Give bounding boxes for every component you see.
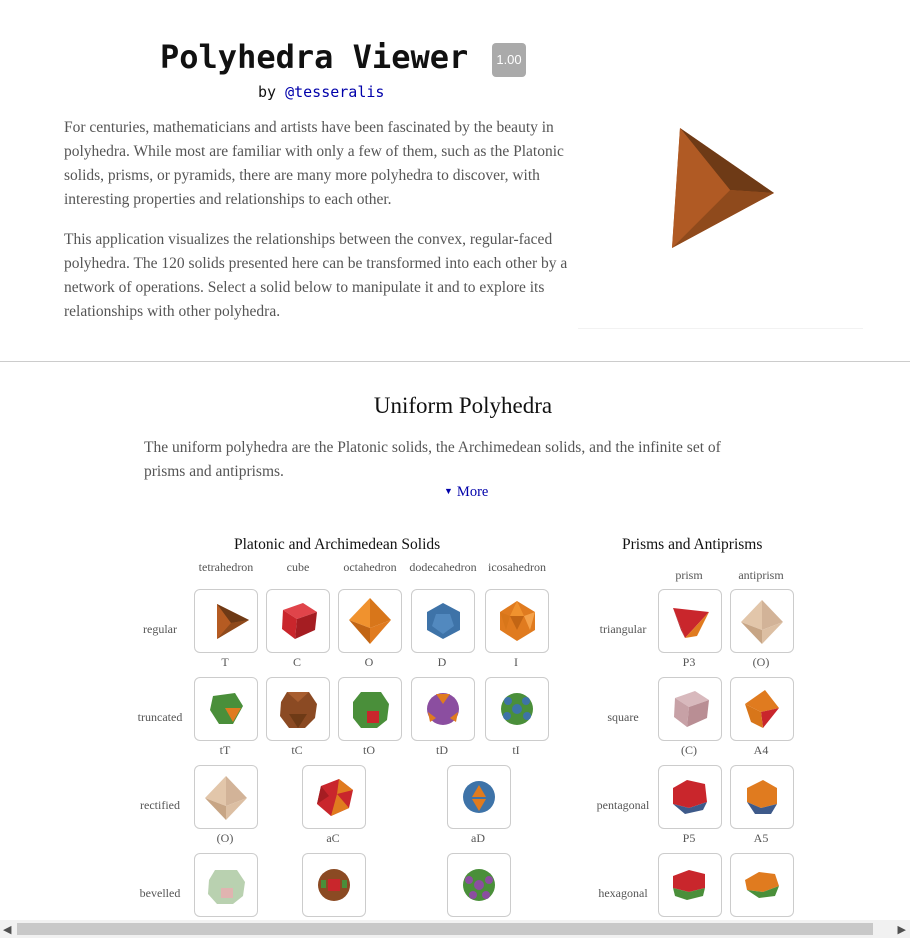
- dodecahedron-card[interactable]: [411, 589, 475, 653]
- hero-tetrahedron-image: [660, 120, 790, 255]
- intro-paragraph-2: This application visualizes the relationships between the convex, regular-faced polyhedra. The 120 solids presented here can be transformed into each other by a network of operations. Select a solid below to manipulate it and to explore its relationships with other polyhedra.: [64, 231, 568, 320]
- uniform-section-title: Uniform Polyhedra: [373, 393, 553, 418]
- cuboctahedron-card[interactable]: [302, 765, 366, 829]
- cube-icon: [267, 590, 329, 652]
- truncated-dodecahedron-card[interactable]: [411, 677, 475, 741]
- truncated-icosahedron-icon: [486, 678, 548, 740]
- square-antiprism-card[interactable]: [730, 677, 794, 741]
- triangular-prism-card[interactable]: [658, 589, 722, 653]
- cuboctahedron-icon: [303, 766, 365, 828]
- truncated-dodecahedron-symbol: tD: [436, 743, 448, 757]
- truncated-tetrahedron-icon: [195, 678, 257, 740]
- scrollbar-thumb[interactable]: [17, 923, 873, 935]
- bevelled-dodecahedron-card[interactable]: [447, 853, 511, 917]
- triangular-antiprism-card[interactable]: [730, 589, 794, 653]
- pentagonal-prism-card[interactable]: [658, 765, 722, 829]
- bevelled-tetrahedron-icon: [195, 854, 257, 916]
- col-header-dodecahedron: dodecahedron: [409, 560, 477, 574]
- row-header-truncated: truncated: [137, 710, 183, 724]
- truncated-icosahedron-card[interactable]: [485, 677, 549, 741]
- pentagonal-antiprism-card[interactable]: [730, 765, 794, 829]
- dodecahedron-icon: [412, 590, 474, 652]
- more-label: More: [456, 484, 489, 500]
- tetrahedron-icon: [195, 590, 257, 652]
- intro-paragraph-1: For centuries, mathematicians and artists have been fascinated by the beauty in polyhedra. While most are familiar with only a few of them, such as the Platonic solids, prisms, or pyramids, there are many more polyhedra to discover, with interesting properties and relationships to each other.: [64, 119, 564, 208]
- icosidodecahedron-icon: [448, 766, 510, 828]
- author-link[interactable]: @tesseralis: [285, 83, 385, 101]
- rectified-tetrahedron-icon: [195, 766, 257, 828]
- bevelled-cube-icon: [303, 854, 365, 916]
- octahedron-icon: [339, 590, 401, 652]
- cube-symbol: C: [292, 655, 301, 669]
- bevelled-tetrahedron-card[interactable]: [194, 853, 258, 917]
- horizontal-scrollbar[interactable]: [0, 920, 910, 938]
- truncated-octahedron-card[interactable]: [338, 677, 402, 741]
- rectified-tetrahedron-symbol: (O): [216, 831, 234, 845]
- square-prism-icon: [659, 678, 721, 740]
- row-header-hexagonal: hexagonal: [598, 886, 648, 900]
- col-header-cube: cube: [286, 560, 310, 574]
- truncated-tetrahedron-card[interactable]: [194, 677, 258, 741]
- app-title: Polyhedra Viewer: [160, 38, 469, 76]
- row-header-square: square: [607, 710, 639, 724]
- truncated-tetrahedron-symbol: tT: [219, 743, 231, 757]
- hero-separator: [578, 328, 863, 329]
- pentagonal-prism-symbol: P5: [682, 831, 696, 845]
- tetrahedron-symbol: T: [221, 655, 229, 669]
- col-header-antiprism: antiprism: [738, 568, 784, 582]
- app-title-wrap: [160, 38, 468, 76]
- triangular-prism-symbol: P3: [682, 655, 696, 669]
- pentagonal-antiprism-icon: [731, 766, 793, 828]
- row-header-bevelled: bevelled: [139, 886, 181, 900]
- scroll-left-icon[interactable]: ◀: [3, 923, 12, 936]
- cuboctahedron-symbol: aC: [326, 831, 340, 845]
- version-badge: 1.00: [492, 43, 526, 77]
- byline: [258, 83, 384, 101]
- icosidodecahedron-symbol: aD: [471, 831, 485, 845]
- byline-prefix: by: [258, 83, 286, 101]
- truncated-cube-card[interactable]: [266, 677, 330, 741]
- hexagonal-antiprism-icon: [731, 854, 793, 916]
- hexagonal-prism-icon: [659, 854, 721, 916]
- uniform-section-description: The uniform polyhedra are the Platonic solids, the Archimedean solids, and the infinite set of prisms and antiprisms.: [144, 439, 721, 480]
- square-prism-symbol: (C): [681, 743, 697, 757]
- square-prism-card[interactable]: [658, 677, 722, 741]
- row-header-regular: regular: [143, 622, 177, 636]
- icosahedron-icon: [486, 590, 548, 652]
- scroll-right-icon[interactable]: ▶: [897, 923, 906, 936]
- rectified-tetrahedron-card[interactable]: [194, 765, 258, 829]
- truncated-octahedron-symbol: tO: [363, 743, 375, 757]
- triangular-prism-icon: [659, 590, 721, 652]
- prisms-table-title: Prisms and Antiprisms: [622, 536, 763, 553]
- pentagonal-antiprism-symbol: A5: [753, 831, 769, 845]
- truncated-cube-icon: [267, 678, 329, 740]
- triangular-antiprism-symbol: (O): [752, 655, 770, 669]
- platonic-table-title: Platonic and Archimedean Solids: [234, 536, 441, 553]
- octahedron-card[interactable]: [338, 589, 402, 653]
- icosidodecahedron-card[interactable]: [447, 765, 511, 829]
- caret-down-icon: ▼: [444, 486, 453, 496]
- col-header-tetrahedron: tetrahedron: [198, 560, 254, 574]
- icosahedron-card[interactable]: [485, 589, 549, 653]
- hexagonal-prism-card[interactable]: [658, 853, 722, 917]
- pentagonal-prism-icon: [659, 766, 721, 828]
- row-header-rectified: rectified: [140, 798, 180, 812]
- cube-card[interactable]: [266, 589, 330, 653]
- more-toggle[interactable]: [444, 484, 488, 501]
- truncated-dodecahedron-icon: [412, 678, 474, 740]
- icosahedron-symbol: I: [514, 655, 518, 669]
- col-header-prism: prism: [675, 568, 703, 582]
- row-header-pentagonal: pentagonal: [596, 798, 650, 812]
- square-antiprism-icon: [731, 678, 793, 740]
- truncated-icosahedron-symbol: tI: [512, 743, 520, 757]
- dodecahedron-symbol: D: [437, 655, 447, 669]
- tetrahedron-card[interactable]: [194, 589, 258, 653]
- row-header-triangular: triangular: [599, 622, 647, 636]
- bevelled-cube-card[interactable]: [302, 853, 366, 917]
- section-divider: [0, 361, 910, 362]
- truncated-octahedron-icon: [339, 678, 401, 740]
- col-header-icosahedron: icosahedron: [488, 560, 546, 574]
- truncated-cube-symbol: tC: [291, 743, 303, 757]
- bevelled-dodecahedron-icon: [448, 854, 510, 916]
- col-header-octahedron: octahedron: [343, 560, 397, 574]
- octahedron-symbol: O: [364, 655, 374, 669]
- hexagonal-antiprism-card[interactable]: [730, 853, 794, 917]
- square-antiprism-symbol: A4: [753, 743, 769, 757]
- triangular-antiprism-icon: [731, 590, 793, 652]
